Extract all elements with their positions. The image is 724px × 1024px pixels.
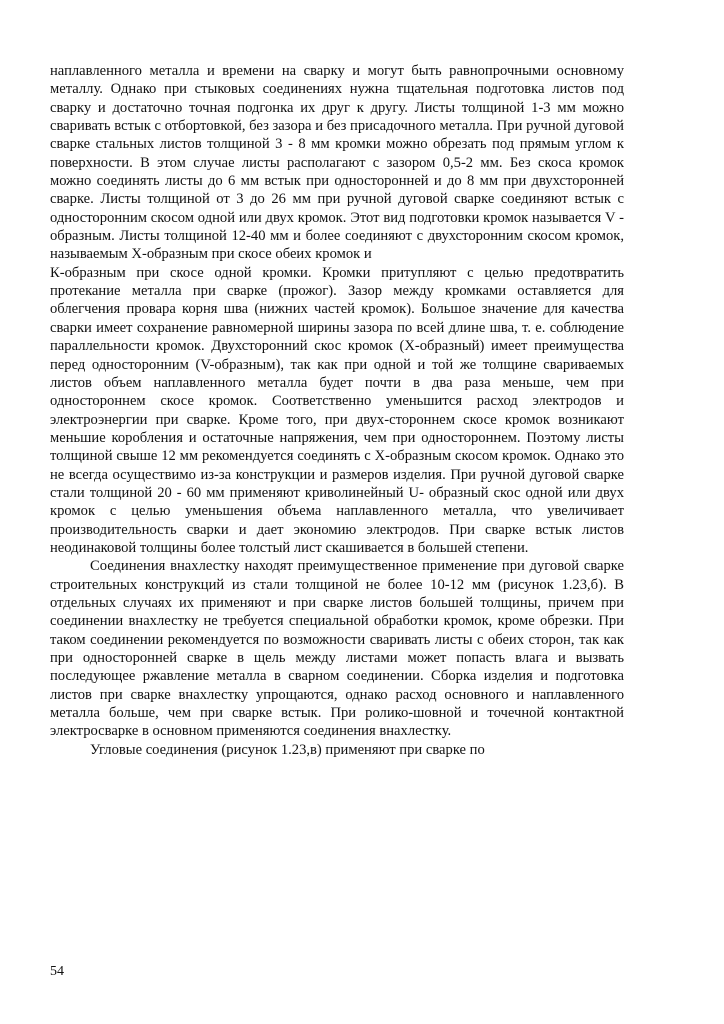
paragraph-butt-joint-preparation: наплавленного металла и времени на сварку и могут быть равнопрочными основному металлу. Однако при стыковых соединениях нужна тщательная подготовка листов под сварку и достаточно точная подгонка их друг к другу. Листы толщиной 1-3 мм можно сваривать встык с отбортовкой, без зазора и без присадочного металла. При ручной дуговой сварке стальных листов толщиной 3 - 8 мм кромки можно обрезать под прямым углом к поверхности. В этом случае листы располагают с зазором 0,5-2 мм. Без скоса кромок можно соединять листы до 6 мм встык при односторонней и до 8 мм при двухсторонней сварке. Листы толщиной от 3 до 26 мм при ручной дуговой сварке соединяют встык с односторонним скосом одной или двух кромок. Этот вид подготовки кромок называется V - образным. Листы толщиной 12-40 мм и более соединяют с двухсторонним скосом кромок, называемым Х-образным при скосе обеих кромок и [50,63,624,263]
paragraph-edge-bevel-types: К-образным при скосе одной кромки. Кромки притупляют с целью предотвратить протекание металла при сварке (прожог). Зазор между кромками оставляется для облегчения провара корня шва (нижних частей кромок). Большое значение для качества сварки имеет сохранение равномерной ширины зазора по всей длине шва, т. е. соблюдение параллельности кромок. Двухсторонний скос кромок (Х-образный) имеет преимущества перед односторонним (V-образным), так как при одной и той же толщине свариваемых листов объем наплавленного металла будет почти в два раза меньше, чем при одностороннем скосе кромок. Соответственно уменьшится расход электродов и электроэнергии при сварке. Кроме того, при двух-стороннем скосе кромок возникают меньшие коробления и остаточные напряжения, чем при одностороннем. Поэтому листы толщиной свыше 12 мм рекомендуется соединять с Х-образным скосом кромок. Однако это не всегда осуществимо из-за конструкции и размеров изделия. При ручной дуговой сварке стали толщиной 20 - 60 мм применяют криволинейный U- образный скос одной или двух кромок с целью уменьшения объема наплавленного металла, что увеличивает производительность сварки и дает экономию электродов. При сварке встык листов неодинаковой толщины более толстый лист скашивается в большей степени. [50,264,624,556]
page-body [50,62,624,759]
paragraph-lap-joints: Соединения внахлестку находят преимущественное применение при дуговой сварке строительных конструкций из стали толщиной не более 10-12 мм (рисунок 1.23,б). В отдельных случаях их применяют и при сварке листов большей толщины, причем при соединении внахлестку не требуется специальной обработки кромок, кроме обрезки. При таком соединении рекомендуется по возможности сваривать листы с обеих сторон, так как при односторонней сварке в щель между листами может попасть влага и вызвать последующее ржавление металла в сварном соединении. Сборка изделия и подготовка листов при сварке внахлестку упрощаются, однако расход основного и наплавленного металла больше, чем при сварке встык. При ролико-шовной и точечной контактной электросварке в основном применяются соединения внахлестку. [50,558,624,740]
page-number: 54 [50,964,64,979]
paragraph-corner-joints: Угловые соединения (рисунок 1.23,в) применяют при сварке по [90,741,485,758]
